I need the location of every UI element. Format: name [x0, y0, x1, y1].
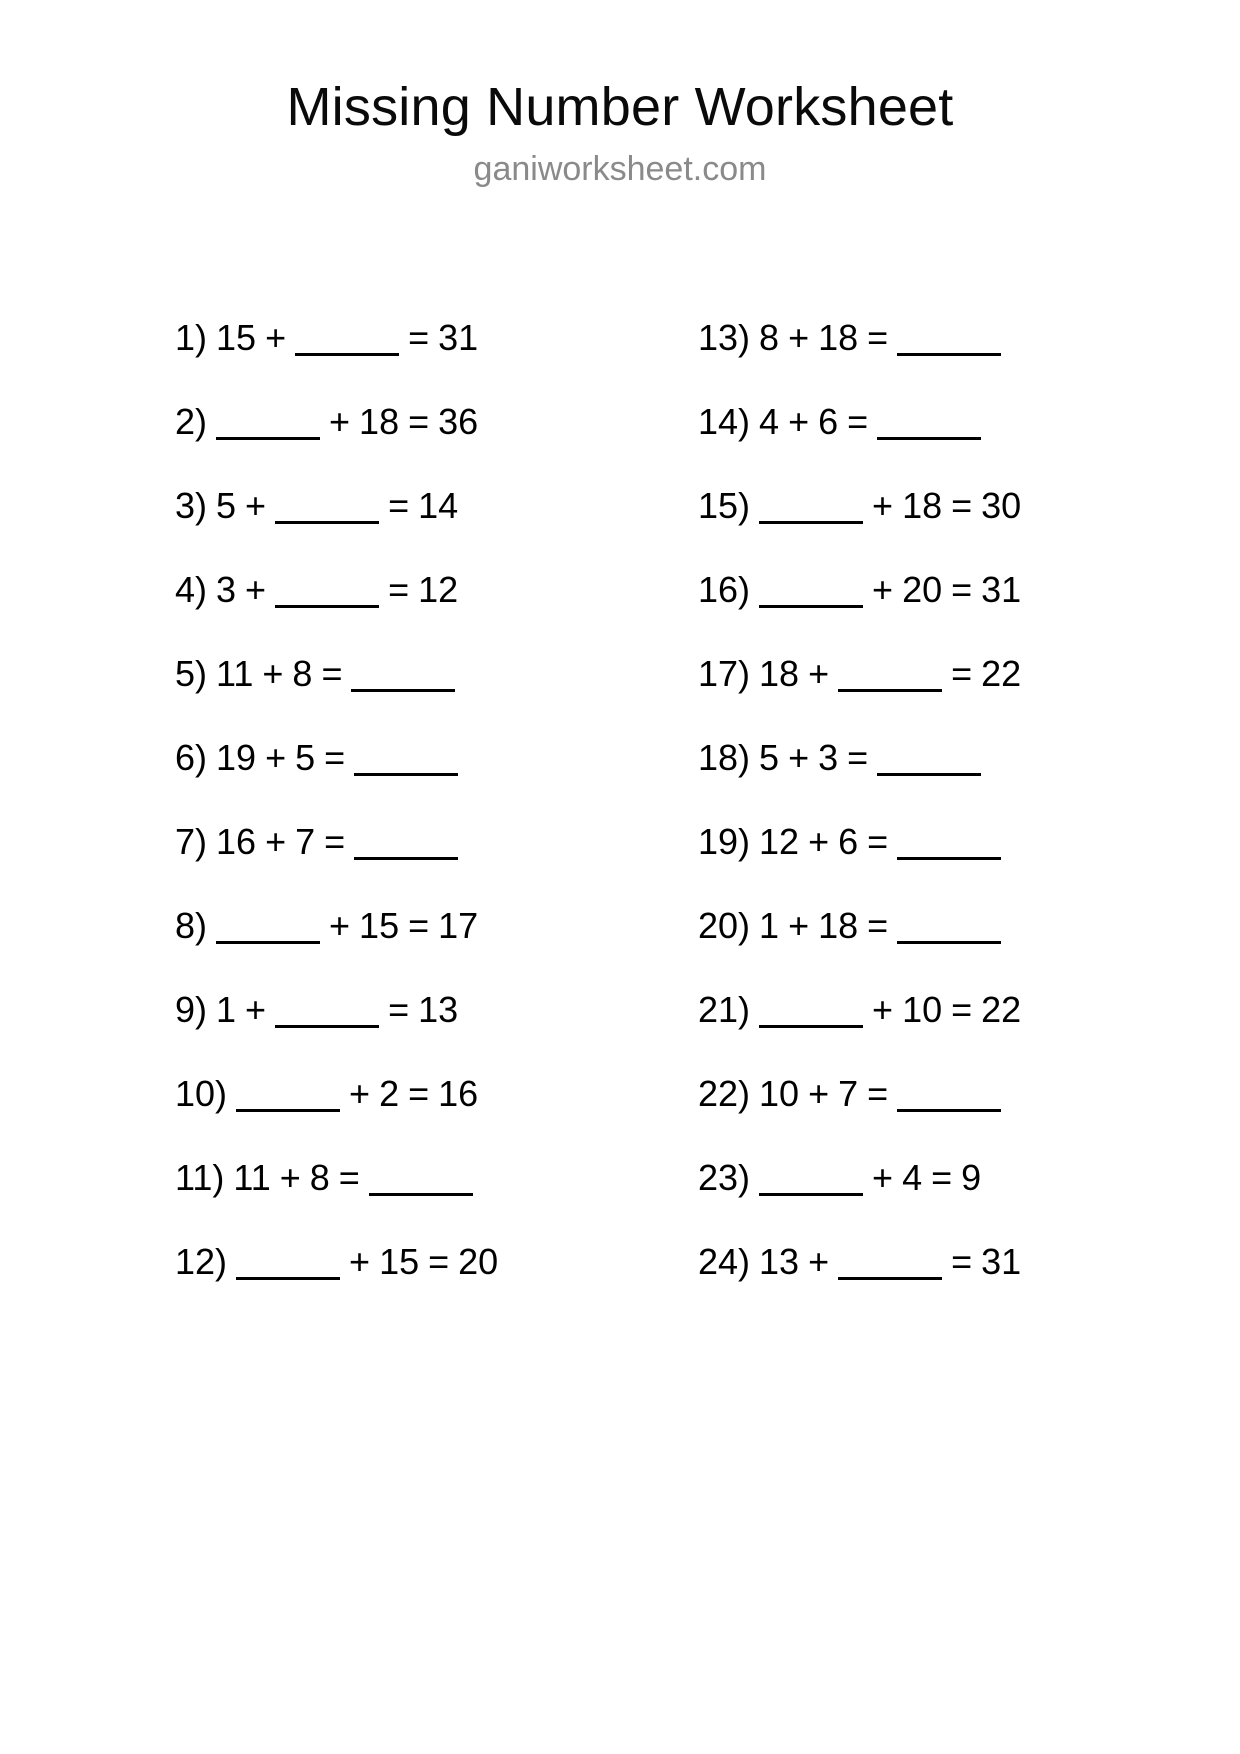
- equals-operator: =: [408, 905, 430, 946]
- plus-operator: +: [245, 989, 267, 1030]
- operand-result: 31: [438, 317, 479, 358]
- plus-operator: +: [808, 1241, 830, 1282]
- problem-row: [175, 464, 625, 548]
- problem-row: [698, 1052, 1148, 1136]
- problem-number: 9): [175, 989, 208, 1030]
- equals-operator: =: [867, 821, 889, 862]
- answer-blank-b[interactable]: [275, 491, 379, 524]
- equals-operator: =: [324, 821, 346, 862]
- problem-number: 17): [698, 653, 751, 694]
- answer-blank-a[interactable]: [759, 491, 863, 524]
- problem-row: [698, 1136, 1148, 1220]
- problem-number: 24): [698, 1241, 751, 1282]
- equals-operator: =: [847, 737, 869, 778]
- plus-operator: +: [808, 1073, 830, 1114]
- answer-blank-a[interactable]: [759, 575, 863, 608]
- plus-operator: +: [788, 905, 810, 946]
- problem-row: [698, 800, 1148, 884]
- operand-a: 5: [759, 737, 780, 778]
- operand-result: 13: [418, 989, 459, 1030]
- problem-number: 15): [698, 485, 751, 526]
- equals-operator: =: [867, 905, 889, 946]
- plus-operator: +: [245, 569, 267, 610]
- operand-result: 20: [458, 1241, 499, 1282]
- problem-number: 10): [175, 1073, 228, 1114]
- answer-blank-a[interactable]: [236, 1079, 340, 1112]
- answer-blank-result[interactable]: [369, 1163, 473, 1196]
- equals-operator: =: [338, 1157, 360, 1198]
- answer-blank-result[interactable]: [877, 743, 981, 776]
- operand-b: 20: [902, 569, 943, 610]
- equals-operator: =: [408, 401, 430, 442]
- equals-operator: =: [408, 317, 430, 358]
- problem-grid: [0, 296, 1240, 1304]
- operand-a: 19: [216, 737, 257, 778]
- equals-operator: =: [847, 401, 869, 442]
- problem-number: 16): [698, 569, 751, 610]
- equals-operator: =: [388, 569, 410, 610]
- plus-operator: +: [349, 1073, 371, 1114]
- problem-row: [175, 1136, 625, 1220]
- problem-number: 12): [175, 1241, 228, 1282]
- plus-operator: +: [872, 1157, 894, 1198]
- operand-b: 5: [295, 737, 316, 778]
- operand-result: 16: [438, 1073, 479, 1114]
- answer-blank-result[interactable]: [897, 323, 1001, 356]
- problem-row: [175, 296, 625, 380]
- operand-result: 22: [981, 989, 1022, 1030]
- problem-row: [698, 548, 1148, 632]
- equals-operator: =: [951, 569, 973, 610]
- problem-row: [175, 1220, 625, 1304]
- problem-row: [698, 716, 1148, 800]
- problem-row: [175, 632, 625, 716]
- equals-operator: =: [867, 1073, 889, 1114]
- operand-b: 8: [309, 1157, 330, 1198]
- operand-a: 13: [759, 1241, 800, 1282]
- operand-a: 1: [759, 905, 780, 946]
- operand-b: 18: [359, 401, 400, 442]
- equals-operator: =: [321, 653, 343, 694]
- answer-blank-a[interactable]: [759, 1163, 863, 1196]
- operand-b: 2: [379, 1073, 400, 1114]
- operand-a: 11: [233, 1157, 271, 1198]
- problem-row: [698, 1220, 1148, 1304]
- problem-number: 19): [698, 821, 751, 862]
- answer-blank-result[interactable]: [897, 911, 1001, 944]
- problem-row: [698, 632, 1148, 716]
- operand-b: 18: [818, 317, 859, 358]
- answer-blank-result[interactable]: [354, 827, 458, 860]
- equals-operator: =: [324, 737, 346, 778]
- operand-a: 3: [216, 569, 237, 610]
- operand-a: 10: [759, 1073, 800, 1114]
- operand-result: 30: [981, 485, 1022, 526]
- answer-blank-result[interactable]: [897, 827, 1001, 860]
- plus-operator: +: [245, 485, 267, 526]
- problem-row: [175, 800, 625, 884]
- plus-operator: +: [872, 485, 894, 526]
- operand-b: 6: [818, 401, 839, 442]
- answer-blank-result[interactable]: [877, 407, 981, 440]
- plus-operator: +: [349, 1241, 371, 1282]
- plus-operator: +: [265, 821, 287, 862]
- problem-number: 2): [175, 401, 208, 442]
- problem-number: 20): [698, 905, 751, 946]
- operand-a: 12: [759, 821, 800, 862]
- problem-row: [175, 1052, 625, 1136]
- operand-b: 7: [838, 1073, 859, 1114]
- operand-a: 5: [216, 485, 237, 526]
- right-column: [698, 296, 1148, 1304]
- operand-result: 31: [981, 569, 1022, 610]
- plus-operator: +: [808, 821, 830, 862]
- equals-operator: =: [408, 1073, 430, 1114]
- problem-row: [175, 716, 625, 800]
- equals-operator: =: [951, 989, 973, 1030]
- operand-b: 3: [818, 737, 839, 778]
- answer-blank-a[interactable]: [759, 995, 863, 1028]
- plus-operator: +: [788, 737, 810, 778]
- answer-blank-a[interactable]: [216, 911, 320, 944]
- operand-b: 8: [292, 653, 313, 694]
- problem-number: 5): [175, 653, 208, 694]
- problem-row: [698, 464, 1148, 548]
- operand-a: 8: [759, 317, 780, 358]
- plus-operator: +: [788, 317, 810, 358]
- left-column: [175, 296, 625, 1304]
- plus-operator: +: [872, 569, 894, 610]
- equals-operator: =: [951, 1241, 973, 1282]
- operand-result: 31: [981, 1241, 1022, 1282]
- problem-number: 14): [698, 401, 751, 442]
- equals-operator: =: [388, 485, 410, 526]
- operand-b: 6: [838, 821, 859, 862]
- plus-operator: +: [265, 317, 287, 358]
- problem-number: 6): [175, 737, 208, 778]
- plus-operator: +: [808, 653, 830, 694]
- plus-operator: +: [788, 401, 810, 442]
- operand-result: 12: [418, 569, 459, 610]
- answer-blank-a[interactable]: [216, 407, 320, 440]
- plus-operator: +: [329, 401, 351, 442]
- problem-number: 3): [175, 485, 208, 526]
- problem-row: [698, 968, 1148, 1052]
- problem-row: [175, 548, 625, 632]
- answer-blank-b[interactable]: [838, 1247, 942, 1280]
- operand-a: 16: [216, 821, 257, 862]
- operand-a: 4: [759, 401, 780, 442]
- equals-operator: =: [388, 989, 410, 1030]
- problem-number: 1): [175, 317, 208, 358]
- problem-row: [175, 968, 625, 1052]
- answer-blank-b[interactable]: [838, 659, 942, 692]
- operand-result: 36: [438, 401, 479, 442]
- operand-a: 18: [759, 653, 800, 694]
- equals-operator: =: [951, 653, 973, 694]
- operand-b: 7: [295, 821, 316, 862]
- problem-number: 23): [698, 1157, 751, 1198]
- problem-row: [698, 380, 1148, 464]
- answer-blank-a[interactable]: [236, 1247, 340, 1280]
- problem-row: [175, 884, 625, 968]
- operand-b: 10: [902, 989, 943, 1030]
- answer-blank-b[interactable]: [275, 575, 379, 608]
- operand-result: 9: [961, 1157, 982, 1198]
- problem-number: 22): [698, 1073, 751, 1114]
- problem-row: [698, 296, 1148, 380]
- operand-result: 17: [438, 905, 479, 946]
- plus-operator: +: [329, 905, 351, 946]
- operand-result: 22: [981, 653, 1022, 694]
- operand-b: 18: [818, 905, 859, 946]
- equals-operator: =: [951, 485, 973, 526]
- operand-a: 15: [216, 317, 257, 358]
- operand-a: 11: [216, 653, 254, 694]
- page-title: Missing Number Worksheet: [286, 77, 954, 137]
- problem-number: 13): [698, 317, 751, 358]
- plus-operator: +: [872, 989, 894, 1030]
- plus-operator: +: [265, 737, 287, 778]
- problem-row: [175, 380, 625, 464]
- operand-b: 18: [902, 485, 943, 526]
- plus-operator: +: [279, 1157, 301, 1198]
- plus-operator: +: [262, 653, 284, 694]
- site-attribution: ganiworksheet.com: [473, 150, 767, 189]
- answer-blank-result[interactable]: [354, 743, 458, 776]
- problem-number: 21): [698, 989, 751, 1030]
- answer-blank-result[interactable]: [351, 659, 455, 692]
- operand-b: 15: [379, 1241, 420, 1282]
- problem-number: 8): [175, 905, 208, 946]
- worksheet-header: [0, 0, 1240, 189]
- equals-operator: =: [931, 1157, 953, 1198]
- equals-operator: =: [428, 1241, 450, 1282]
- problem-number: 7): [175, 821, 208, 862]
- operand-a: 1: [216, 989, 237, 1030]
- operand-b: 4: [902, 1157, 923, 1198]
- problem-number: 18): [698, 737, 751, 778]
- answer-blank-b[interactable]: [295, 323, 399, 356]
- answer-blank-result[interactable]: [897, 1079, 1001, 1112]
- equals-operator: =: [867, 317, 889, 358]
- problem-number: 4): [175, 569, 208, 610]
- operand-b: 15: [359, 905, 400, 946]
- problem-row: [698, 884, 1148, 968]
- problem-number: 11): [175, 1157, 225, 1198]
- operand-result: 14: [418, 485, 459, 526]
- answer-blank-b[interactable]: [275, 995, 379, 1028]
